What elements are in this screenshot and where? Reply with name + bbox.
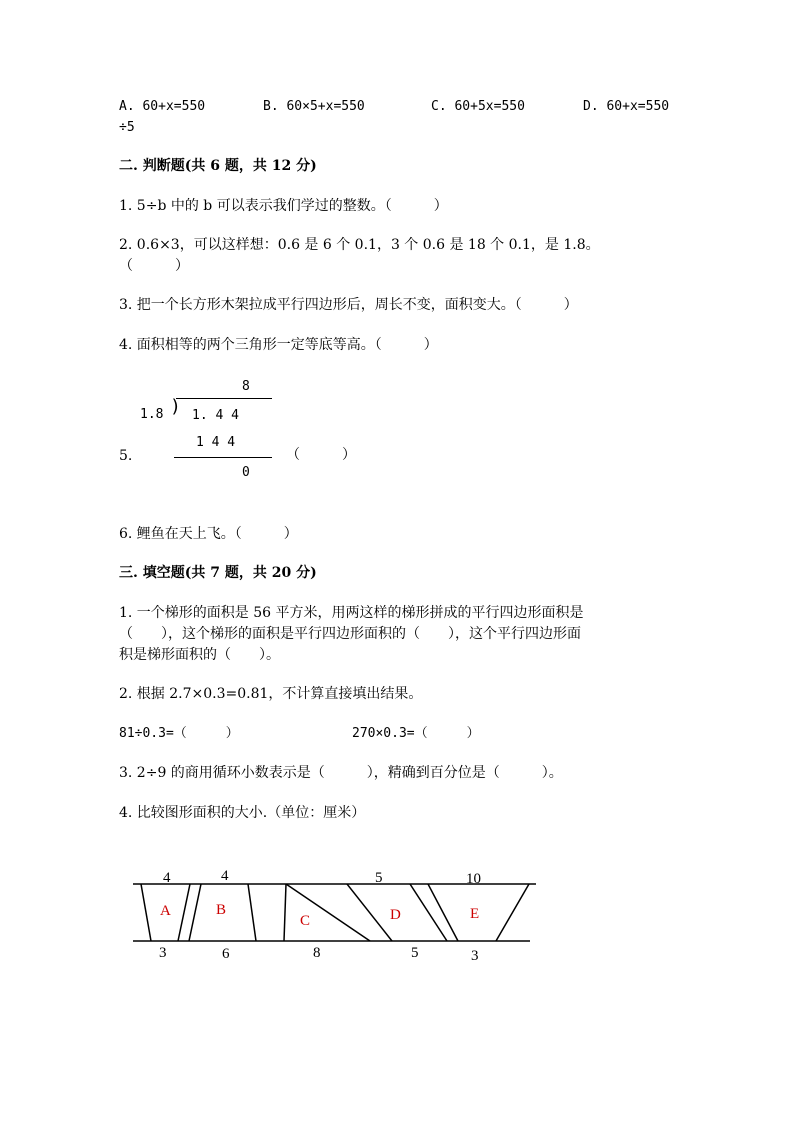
fill-q1-line2: （ ），这个梯形的面积是平行四边形面积的（ ），这个平行四边形面 (119, 626, 581, 642)
bottom-label-d: 5 (411, 945, 419, 961)
judge-q6: 6. 鲤鱼在天上飞。（ ） (119, 526, 298, 542)
section3-title: 三. 填空题(共 7 题，共 20 分) (119, 565, 317, 581)
fill-q2-b: 270×0.3=（ ） (352, 726, 480, 741)
division-remainder: 0 (242, 465, 250, 480)
choice-d-continuation: ÷5 (119, 120, 135, 135)
division-quotient: 8 (242, 379, 250, 394)
division-bracket: ) (170, 396, 181, 417)
division-divisor: 1.8 (140, 407, 164, 422)
shape-e-left-edge (428, 884, 458, 941)
fill-q1-line3: 积是梯形面积的（ ）。 (119, 647, 280, 663)
bottom-label-a: 3 (159, 945, 167, 961)
judge-q4: 4. 面积相等的两个三角形一定等底等高。（ ） (119, 337, 438, 353)
shape-b-left-edge (189, 884, 201, 941)
division-product: 1 4 4 (196, 435, 236, 450)
fill-q3: 3. 2÷9 的商用循环小数表示是（ ），精确到百分位是（ ）。 (119, 765, 563, 781)
judge-q1: 1. 5÷b 中的 b 可以表示我们学过的整数。（ ） (119, 198, 448, 214)
shape-b-right-edge (248, 884, 256, 941)
division-dividend: 1. 4 4 (192, 408, 239, 423)
top-label-b: 4 (221, 868, 229, 884)
shape-e-right-edge (496, 884, 529, 941)
fill-q4: 4. 比较图形面积的大小.（单位：厘米） (119, 805, 366, 821)
choice-a: A. 60+x=550 (119, 99, 206, 114)
shape-label-a: A (160, 903, 171, 919)
choice-d: D. 60+x=550 (583, 99, 670, 114)
fill-q2-a: 81÷0.3=（ ） (119, 726, 239, 741)
judge-q3: 3. 把一个长方形木架拉成平行四边形后，周长不变，面积变大。（ ） (119, 297, 578, 313)
shape-label-e: E (470, 906, 480, 922)
shape-label-d: D (390, 907, 401, 923)
judge-q5-paren: （ ） (286, 447, 356, 463)
judge-q5-label: 5. (119, 448, 133, 464)
shape-d-right-edge (410, 884, 447, 941)
shape-c-left-edge (284, 884, 286, 941)
shape-d-left-edge (347, 884, 392, 941)
bottom-label-b: 6 (222, 946, 230, 962)
shape-a-right-edge (178, 884, 190, 941)
bottom-label-c: 8 (313, 945, 321, 961)
top-label-e: 10 (466, 871, 481, 887)
section2-title: 二. 判断题(共 6 题，共 12 分) (119, 158, 317, 174)
fill-q2: 2. 根据 2.7×0.3=0.81，不计算直接填出结果。 (119, 686, 423, 702)
top-label-a: 4 (163, 870, 171, 886)
judge-q2-line2: （ ） (119, 258, 189, 274)
top-label-d: 5 (375, 870, 383, 886)
shape-a-left-edge (141, 884, 151, 941)
shape-c-diagonal (286, 884, 370, 941)
bottom-label-e: 3 (471, 948, 479, 964)
shape-label-b: B (216, 902, 227, 918)
shape-label-c: C (300, 913, 311, 929)
judge-q2-line1: 2. 0.6×3，可以这样想：0.6 是 6 个 0.1，3 个 0.6 是 18 个 0.1，是 1.8。 (119, 237, 600, 253)
choice-c: C. 60+5x=550 (431, 99, 525, 114)
choice-b: B. 60×5+x=550 (263, 99, 365, 114)
fill-q1-line1: 1. 一个梯形的面积是 56 平方米，用两这样的梯形拼成的平行四边形面积是 (119, 605, 584, 621)
